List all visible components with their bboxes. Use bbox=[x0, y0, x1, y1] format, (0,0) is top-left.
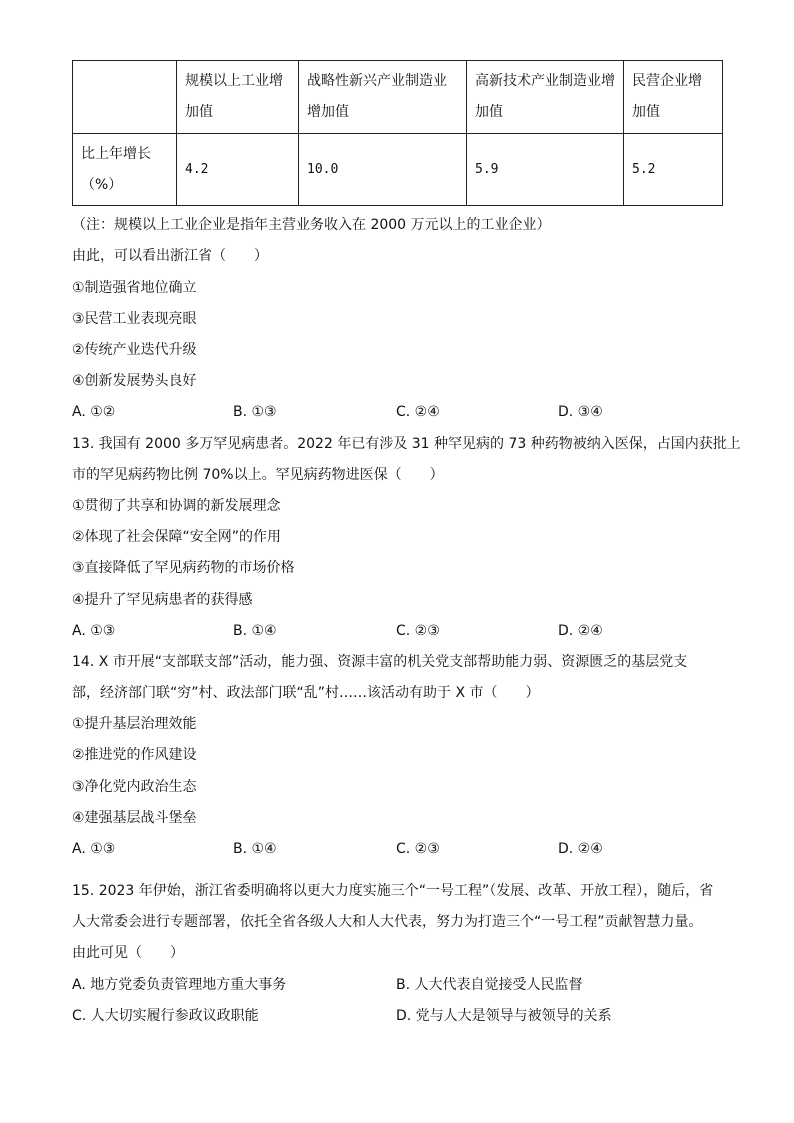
q14-stem-line: 14. X 市开展“支部联支部”活动，能力强、资源丰富的机关党支部帮助能力弱、资源匮乏的基层党支 bbox=[72, 654, 688, 670]
q13-option-d[interactable]: D. ②④ bbox=[558, 623, 603, 639]
q12-option-a[interactable]: A. ①② bbox=[72, 404, 116, 420]
q12-item: ①制造强省地位确立 bbox=[72, 280, 197, 296]
q13-stem-line: 13. 我国有 2000 多万罕见病患者。2022 年已有涉及 31 种罕见病的 73 种药物被纳入医保，占国内获批上 bbox=[72, 436, 741, 452]
value-cell: 4.2 bbox=[177, 134, 299, 206]
q15-option-a[interactable]: A. 地方党委负责管理地方重大事务 bbox=[72, 977, 287, 993]
q15-stem-line: 由此可见（ ） bbox=[72, 945, 184, 961]
table-header-row bbox=[73, 61, 723, 134]
q14-option-b[interactable]: B. ①④ bbox=[233, 841, 277, 857]
q14-stem-line: 部，经济部门联“穷”村、政法部门联“乱”村……该活动有助于 X 市（ ） bbox=[72, 685, 540, 701]
q12-item: ②传统产业迭代升级 bbox=[72, 342, 197, 358]
value-cell: 5.2 bbox=[624, 134, 723, 206]
growth-data-table bbox=[72, 60, 723, 206]
table-row bbox=[73, 134, 723, 206]
q15-stem-line: 人大常委会进行专题部署，依托全省各级人大和人大代表，努力为打造三个“一号工程”贡献智慧力量。 bbox=[72, 914, 703, 930]
q13-item: ③直接降低了罕见病药物的市场价格 bbox=[72, 560, 295, 576]
table-corner-cell bbox=[73, 61, 177, 134]
q12-stem: 由此，可以看出浙江省（ ） bbox=[72, 248, 268, 264]
row-label-cell: 比上年增长 （%） bbox=[73, 134, 177, 206]
q15-option-c[interactable]: C. 人大切实履行参政议政职能 bbox=[72, 1008, 259, 1024]
q12-option-b[interactable]: B. ①③ bbox=[233, 404, 277, 420]
q12-item: ③民营工业表现亮眼 bbox=[72, 311, 197, 327]
q15-stem-line: 15. 2023 年伊始，浙江省委明确将以更大力度实施三个“一号工程”（发展、改革、开放工程），随后，省 bbox=[72, 883, 714, 899]
table-header-cell: 高新技术产业制造业增 加值 bbox=[467, 61, 624, 134]
q12-item: ④创新发展势头良好 bbox=[72, 373, 197, 389]
table-header-cell: 民营企业增 加值 bbox=[624, 61, 723, 134]
q15-option-d[interactable]: D. 党与人大是领导与被领导的关系 bbox=[396, 1008, 612, 1024]
value-cell: 10.0 bbox=[299, 134, 467, 206]
table-header-cell: 规模以上工业增 加值 bbox=[177, 61, 299, 134]
q14-item: ④建强基层战斗堡垒 bbox=[72, 810, 197, 826]
q14-option-d[interactable]: D. ②④ bbox=[558, 841, 603, 857]
q13-stem-line: 市的罕见病药物比例 70%以上。罕见病药物进医保（ ） bbox=[72, 467, 444, 483]
q15-option-b[interactable]: B. 人大代表自觉接受人民监督 bbox=[396, 977, 583, 993]
q13-item: ②体现了社会保障“安全网”的作用 bbox=[72, 529, 282, 545]
q14-item: ③净化党内政治生态 bbox=[72, 779, 197, 795]
q14-item: ①提升基层治理效能 bbox=[72, 716, 197, 732]
q14-option-a[interactable]: A. ①③ bbox=[72, 841, 116, 857]
q13-option-c[interactable]: C. ②③ bbox=[396, 623, 440, 639]
q14-item: ②推进党的作风建设 bbox=[72, 747, 197, 763]
value-cell: 5.9 bbox=[467, 134, 624, 206]
q12-option-c[interactable]: C. ②④ bbox=[396, 404, 440, 420]
q13-item: ①贯彻了共享和协调的新发展理念 bbox=[72, 498, 281, 514]
q14-option-c[interactable]: C. ②③ bbox=[396, 841, 440, 857]
q13-option-b[interactable]: B. ①④ bbox=[233, 623, 277, 639]
table-note: （注：规模以上工业企业是指年主营业务收入在 2000 万元以上的工业企业） bbox=[72, 217, 551, 233]
q13-option-a[interactable]: A. ①③ bbox=[72, 623, 116, 639]
q12-option-d[interactable]: D. ③④ bbox=[558, 404, 603, 420]
table-header-cell: 战略性新兴产业制造业 增加值 bbox=[299, 61, 467, 134]
q13-item: ④提升了罕见病患者的获得感 bbox=[72, 592, 253, 608]
